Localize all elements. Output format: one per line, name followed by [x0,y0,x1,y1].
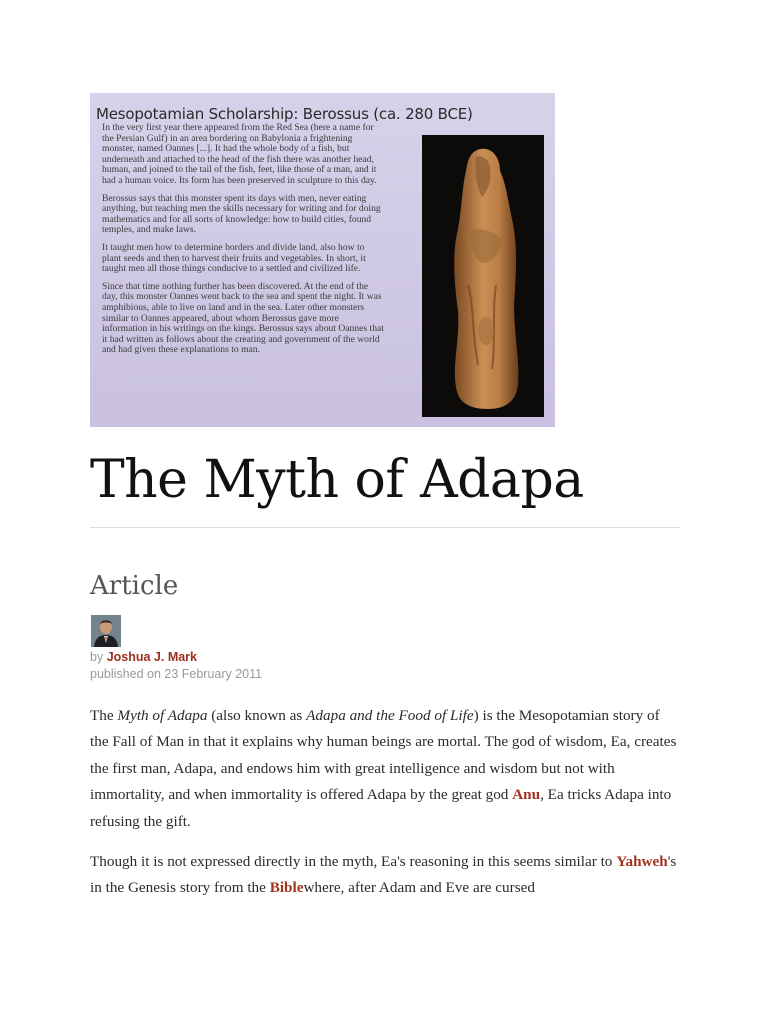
by-prefix: by [90,650,104,664]
hero-paragraph: Since that time nothing further has been discovered. At the end of the day, this monster Oannes went back to the sea and spent the night. It was amphibious, able to live on land and in the sea. Later other monsters similar to Oannes appeared, about whom Berossus gave more information in his writings on the kings. Berossus says about Oannes that it had written as follows about the creating and government of the world and had given these explanations to man. [102,280,384,356]
author-photo-icon [91,615,121,647]
text-run: , Ea tricks Adapa into refusing the gift. [90,786,672,830]
title-divider [90,527,680,528]
link-bible[interactable]: Bible [269,879,304,897]
hero-paragraph: In the very first year there appeared from the Red Sea (here a name for the Persian Gulf) in an area bordering on Babylonia a frightening monster, named Oannes [...]. It had the whole body of a fish, but underneath and attached to the head of the fish there was another head, human, and joined to the tail of the fish, feet, like those of a man, and it had a human voice. Its form has been preserved in sculpture to this day. [102,122,377,186]
text-run: Though it is not expressed directly in the myth, Ea's reasoning in this seems similar to [90,853,617,871]
oannes-statue-icon [422,135,544,417]
author-link[interactable]: Joshua J. Mark [106,650,198,664]
text-run: where, after Adam and Eve are cursed [303,879,535,897]
byline [90,649,197,666]
italic-title: Adapa and the Food of Life [306,707,474,724]
text-run: 's in the Genesis story from the [90,853,677,897]
hero-title: Mesopotamian Scholarship: Berossus (ca. 280 BCE) [96,105,473,123]
italic-title: Myth of Adapa [117,707,208,724]
section-label: Article [90,571,179,601]
link-yahweh[interactable]: Yahweh [616,853,668,871]
page-title: The Myth of Adapa [90,450,584,510]
paragraph-2 [90,849,680,902]
text-run: ) is the Mesopotamian story of the Fall of Man in that it explains why human beings are mortal. The god of wisdom, Ea, creates the first man, Adapa, and endows him with great intelligence and wisdom but not with immortality, and when immortality is offered Adapa by the great god [90,707,677,804]
hero-text [102,123,384,363]
statue-photo [422,135,544,417]
paragraph-1 [90,703,680,835]
text-run: The [90,707,118,724]
published-date: published on 23 February 2011 [90,667,263,681]
hero-image [90,93,555,427]
hero-paragraph: Berossus says that this monster spent its days with men, never eating anything, but teaching men the skills necessary for writing and for doing mathematics and for all sorts of knowledge: how to build cities, found temples, and make laws. [102,192,381,236]
author-avatar[interactable] [91,615,121,647]
article-body [90,703,680,916]
hero-paragraph: It taught men how to determine borders and divide land, also how to plant seeds and then to harvest their fruits and vegetables. In short, it taught men all those things conducive to a settled and civilized life. [102,241,366,275]
text-run: (also known as [207,707,307,724]
link-anu[interactable]: Anu [512,786,541,804]
